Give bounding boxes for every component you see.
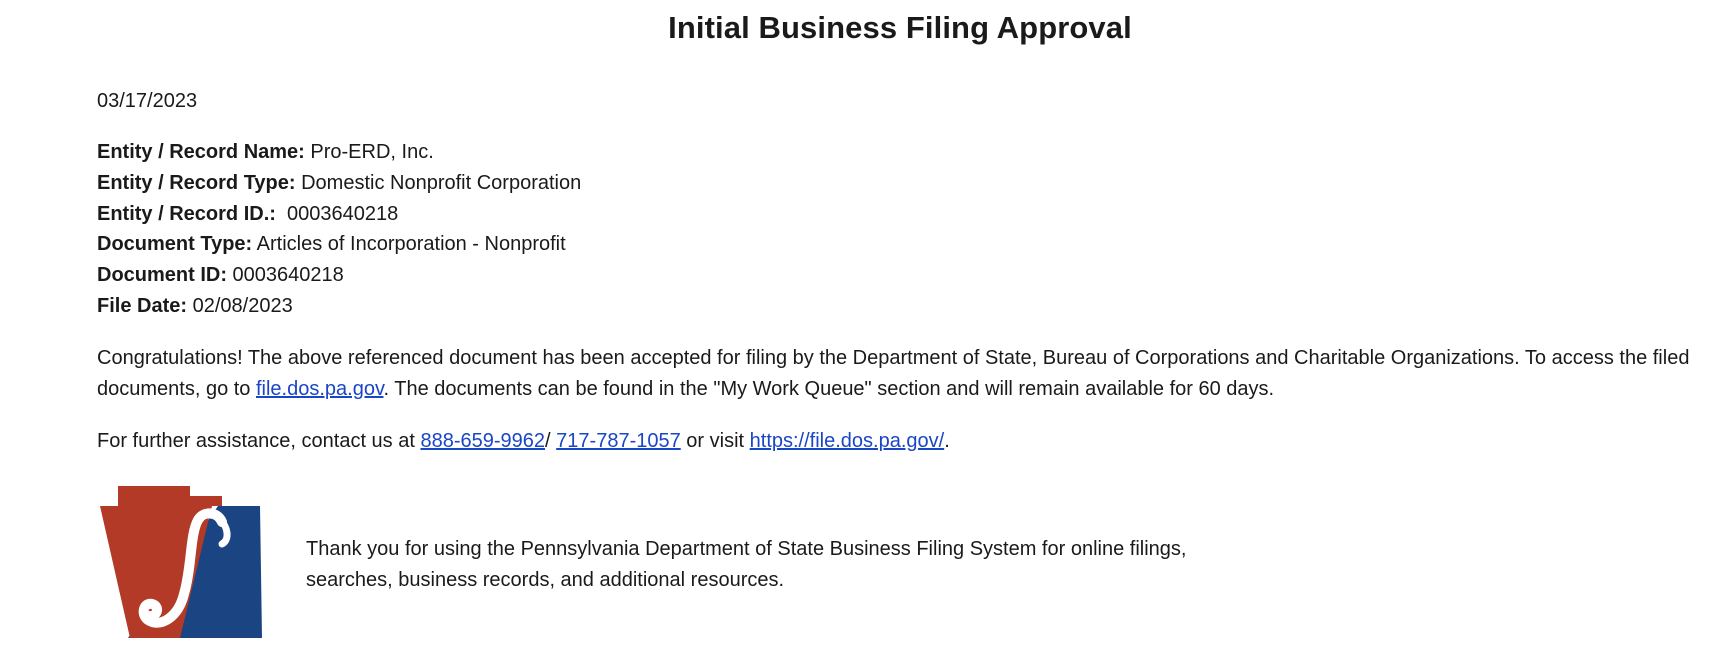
- congrats-text-tail: . The documents can be found in the "My Work Queue" section and will remain available for 60 days.: [383, 377, 1275, 400]
- field-value: 02/08/2023: [187, 294, 293, 317]
- filing-site-link[interactable]: file.dos.pa.gov: [255, 377, 384, 400]
- phone-separator: /: [545, 429, 557, 452]
- field-entity-type: [97, 168, 1707, 199]
- thank-you-line-1: Thank you for using the Pennsylvania Department of State Business Filing System for online filings,: [306, 538, 1187, 560]
- field-document-id: [97, 260, 1707, 291]
- page-title: Initial Business Filing Approval: [668, 10, 1132, 45]
- pa-keystone-logo: [100, 486, 262, 638]
- thank-you-line-2: searches, business records, and additional resources.: [306, 569, 785, 591]
- letter-date: 03/17/2023: [97, 90, 198, 112]
- field-entity-id: [97, 199, 1707, 230]
- field-label: Document Type:: [97, 233, 253, 256]
- assistance-text-middle: or visit: [680, 429, 750, 452]
- congrats-text: Congratulations! The above referenced document has been accepted for filing by the Department of State, Bureau of Corporations and Charitable Organizations. To access the filed documents, go to: [97, 346, 1690, 400]
- assistance-text: For further assistance, contact us at: [97, 429, 421, 452]
- record-details: [97, 137, 1707, 322]
- thank-you-message: [306, 534, 1266, 596]
- field-value: Pro-ERD, Inc.: [304, 141, 434, 163]
- field-value: 0003640218: [275, 202, 399, 225]
- letter-body: [97, 86, 1707, 457]
- field-document-type: [97, 229, 1707, 260]
- field-value: Articles of Incorporation - Nonprofit: [252, 233, 566, 256]
- field-file-date: [97, 291, 1707, 322]
- field-label: Document ID:: [97, 264, 227, 287]
- assistance-text-tail: .: [944, 429, 950, 452]
- field-value: 0003640218: [227, 264, 344, 287]
- field-entity-name: [97, 137, 1707, 168]
- website-link[interactable]: https://file.dos.pa.gov/: [749, 429, 945, 452]
- field-label: File Date:: [97, 294, 188, 317]
- field-label: Entity / Record ID.:: [97, 202, 276, 225]
- phone-link-1[interactable]: 888-659-9962: [420, 429, 546, 452]
- field-label: Entity / Record Name:: [97, 141, 305, 163]
- field-value: Domestic Nonprofit Corporation: [295, 171, 582, 194]
- assistance-paragraph: [97, 426, 1707, 457]
- field-label: Entity / Record Type:: [97, 171, 296, 194]
- congratulations-paragraph: [97, 343, 1707, 405]
- phone-link-2[interactable]: 717-787-1057: [556, 429, 681, 452]
